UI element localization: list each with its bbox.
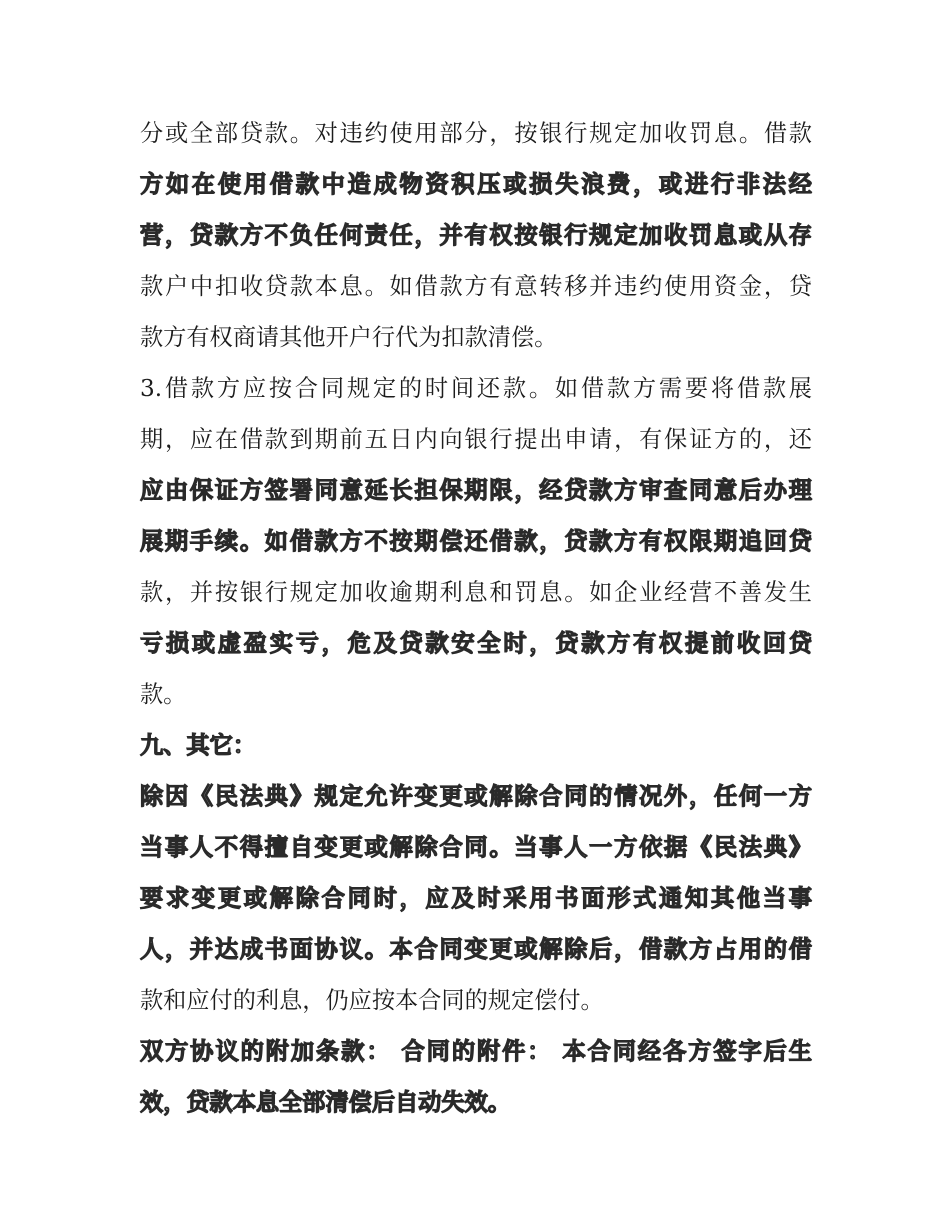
text-line: 展期手续。如借款方不按期偿还借款，贷款方有权限期追回贷 (140, 528, 812, 555)
text-line: 款。 (140, 681, 187, 708)
text-line: 除因《民法典》规定允许变更或解除合同的情况外，任何一方 (140, 783, 812, 810)
text-line: 营，贷款方不负任何责任，并有权按银行规定加收罚息或从存 (140, 222, 812, 249)
text-line: 效，贷款本息全部清偿后自动失效。 (140, 1089, 511, 1116)
text-line: 款，并按银行规定加收逾期利息和罚息。如企业经营不善发生 (140, 579, 812, 606)
text-line: 款和应付的利息，仍应按本合同的规定偿付。 (140, 987, 604, 1014)
text-line: 款方有权商请其他开户行代为扣款清偿。 (140, 324, 558, 351)
contract-text-body (140, 108, 812, 1128)
text-line: 应由保证方签署同意延长担保期限，经贷款方审查同意后办理 (140, 477, 812, 504)
text-line: 当事人不得擅自变更或解除合同。当事人一方依据《民法典》 (140, 834, 812, 861)
text-line: 双方协议的附加条款： 合同的附件： 本合同经各方签字后生 (140, 1038, 812, 1065)
text-line: 要求变更或解除合同时，应及时采用书面形式通知其他当事 (140, 885, 812, 912)
text-line: 款户中扣收贷款本息。如借款方有意转移并违约使用资金，贷 (140, 273, 812, 300)
section-heading: 九、其它： (140, 732, 256, 759)
text-line: 期，应在借款到期前五日内向银行提出申请，有保证方的，还 (140, 426, 812, 453)
text-line: 方如在使用借款中造成物资积压或损失浪费，或进行非法经 (140, 171, 812, 198)
text-line: 亏损或虚盈实亏，危及贷款安全时，贷款方有权提前收回贷 (140, 630, 812, 657)
text-line: 人，并达成书面协议。本合同变更或解除后，借款方占用的借 (140, 936, 812, 963)
text-line: 分或全部贷款。对违约使用部分，按银行规定加收罚息。借款 (140, 120, 812, 147)
text-line: 3.借款方应按合同规定的时间还款。如借款方需要将借款展 (140, 375, 812, 402)
